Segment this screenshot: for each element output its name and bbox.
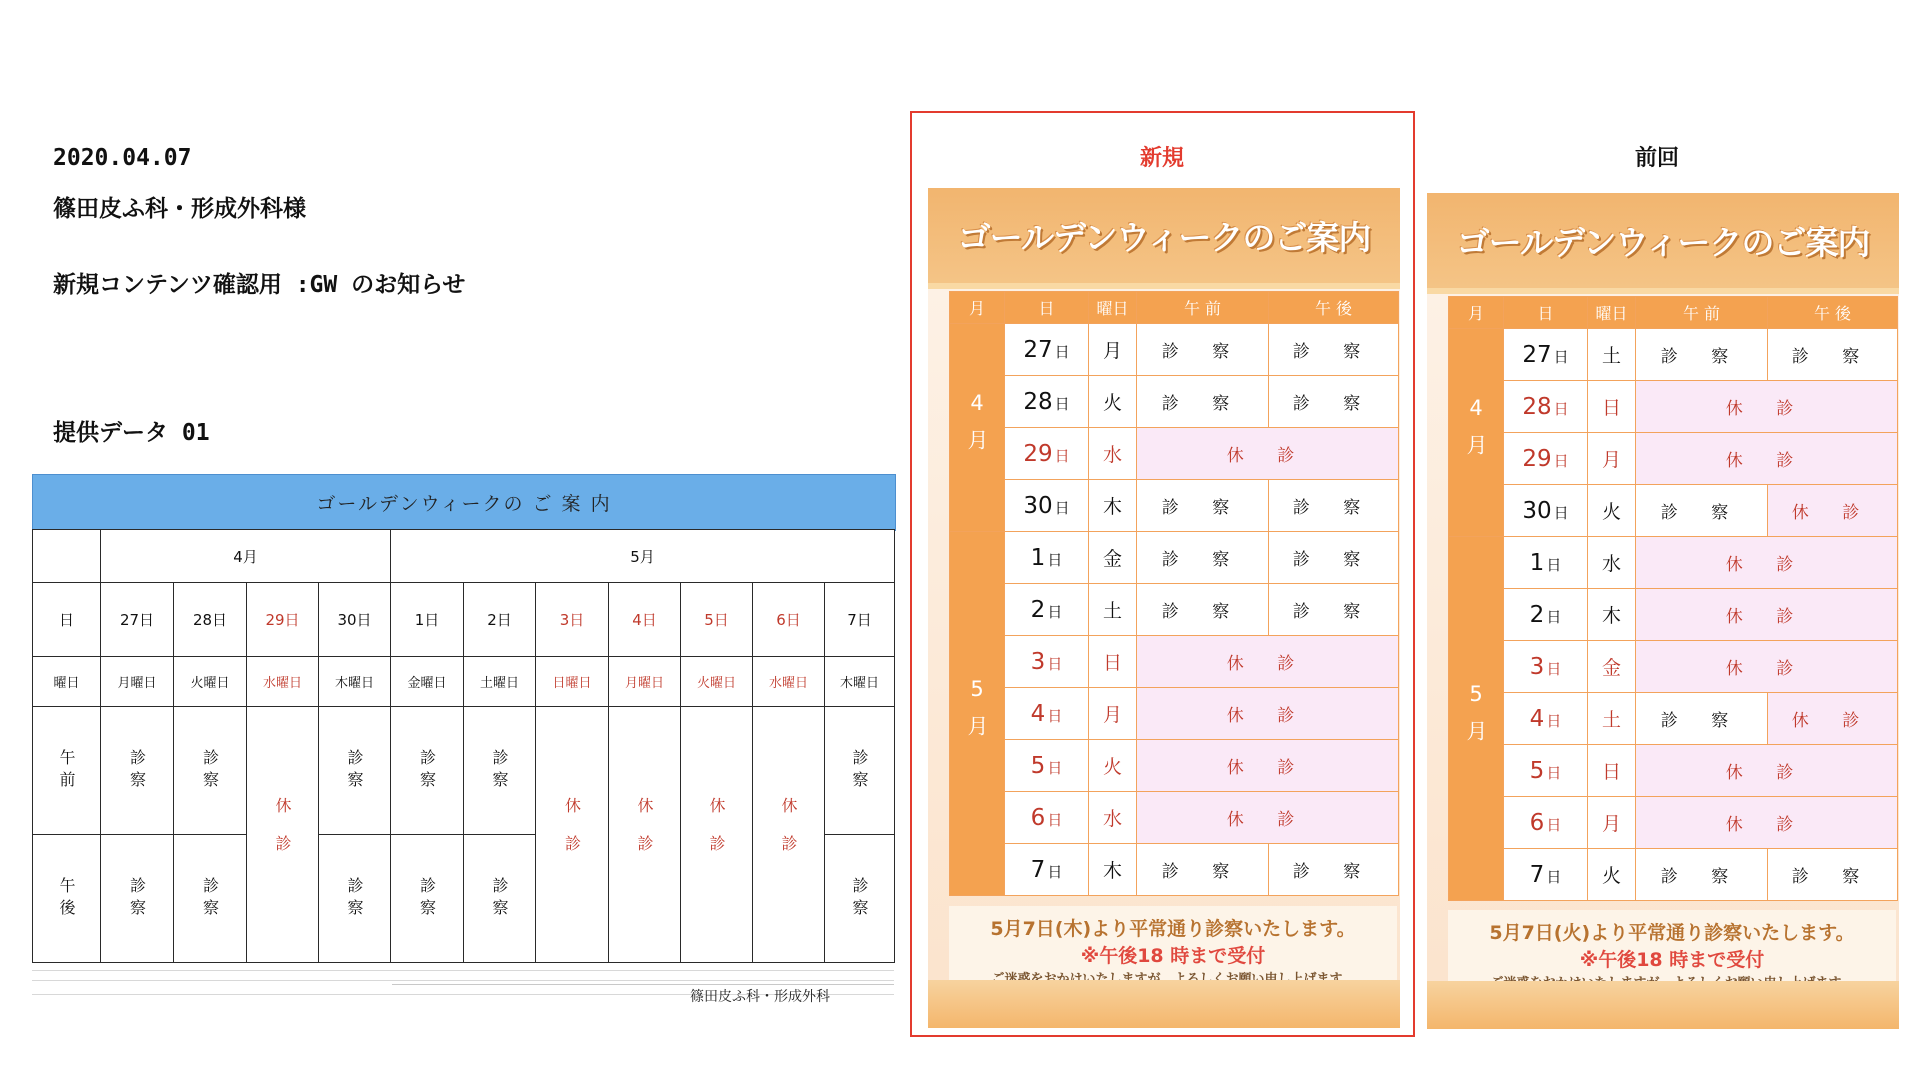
client-name: 篠田皮ふ科・形成外科様 [53,196,306,222]
day-number: 3 [1030,648,1046,675]
day-cell [1504,641,1588,693]
schedule-row [950,740,1399,792]
day-unit: 日 [1047,550,1063,569]
schedule-row [950,844,1399,896]
poster-footer-band [928,980,1400,1028]
header-day: 日 [1005,292,1089,324]
am-cell: 診 察 [1636,329,1768,381]
sheet-weekday-cell: 土曜日 [463,656,536,707]
poster-title: ゴールデンウィークのご案内 [1456,223,1870,262]
weekday-cell: 金 [1588,641,1636,693]
day-unit: 日 [1047,654,1063,673]
day-cell [1005,532,1089,584]
schedule-row [1449,745,1898,797]
weekday-cell: 火 [1588,849,1636,901]
day-unit: 日 [1553,399,1569,418]
sheet-label-am: 午前 [32,706,101,835]
schedule-row [1449,537,1898,589]
day-unit: 日 [1054,498,1070,517]
weekday-cell: 木 [1089,480,1137,532]
closed-cell: 休 診 [1636,797,1898,849]
schedule-row [1449,641,1898,693]
day-unit: 日 [1047,862,1063,881]
document-date: 2020.04.07 [53,145,192,171]
sheet-month-blank [32,529,101,583]
day-cell [1504,693,1588,745]
schedule-row [950,480,1399,532]
header-am: 午 前 [1636,297,1768,329]
weekday-cell: 火 [1089,740,1137,792]
day-number: 4 [1030,700,1046,727]
header-pm: 午 後 [1768,297,1898,329]
schedule-row [1449,849,1898,901]
pm-cell: 診 察 [1269,584,1399,636]
sheet-weekday-cell: 木曜日 [318,656,391,707]
schedule-row [950,636,1399,688]
weekday-cell: 月 [1089,324,1137,376]
day-unit: 日 [1546,867,1562,886]
sheet-pm-cell: 診察 [100,834,174,963]
poster-new [928,188,1400,1028]
sheet-pm-cell: 診察 [318,834,391,963]
day-cell [1504,589,1588,641]
day-unit: 日 [1546,815,1562,834]
pm-cell: 診 察 [1768,329,1898,381]
day-number: 1 [1030,544,1046,571]
day-cell [1005,428,1089,480]
weekday-cell: 火 [1588,485,1636,537]
month-label: 4月 [950,324,1005,532]
reception-note: ※午後18 時まで受付 [1080,945,1266,967]
day-unit: 日 [1546,763,1562,782]
schedule-row [950,324,1399,376]
day-cell [1504,433,1588,485]
pm-cell: 休 診 [1768,693,1898,745]
day-unit: 日 [1553,503,1569,522]
sheet-day-cell: 3日 [535,582,609,657]
sheet-weekday-cell: 月曜日 [608,656,681,707]
month-label: 5月 [1449,537,1504,901]
day-cell [1005,792,1089,844]
weekday-cell: 土 [1588,329,1636,381]
day-cell [1504,745,1588,797]
day-number: 28 [1522,393,1552,420]
poster-footer-band [1427,981,1899,1029]
weekday-cell: 日 [1588,745,1636,797]
day-cell [1504,381,1588,433]
header-am: 午 前 [1137,292,1269,324]
sheet-label-day: 日 [32,582,101,657]
provided-data-sheet [32,474,896,1022]
day-number: 5 [1030,752,1046,779]
sheet-am-cell: 診察 [390,706,464,835]
weekday-cell: 木 [1588,589,1636,641]
sheet-pm-cell: 診察 [824,834,895,963]
sheet-weekday-cell: 水曜日 [246,656,319,707]
month-label: 4月 [1449,329,1504,537]
schedule-table [1448,296,1898,901]
am-cell: 診 察 [1636,693,1768,745]
day-cell [1005,324,1089,376]
sheet-closed-cell: 休診 [608,706,681,963]
day-number: 5 [1529,757,1545,784]
sheet-closed-cell: 休診 [246,706,319,963]
day-cell [1005,376,1089,428]
closed-cell: 休 診 [1137,792,1399,844]
sheet-weekday-cell: 木曜日 [824,656,895,707]
header-day: 日 [1504,297,1588,329]
sheet-day-cell: 6日 [752,582,825,657]
schedule-row [1449,329,1898,381]
header-month: 月 [950,292,1005,324]
closed-cell: 休 診 [1137,428,1399,480]
day-number: 30 [1023,492,1053,519]
month-label: 5月 [950,532,1005,896]
sheet-weekday-cell: 水曜日 [752,656,825,707]
sheet-pm-cell: 診察 [463,834,536,963]
day-unit: 日 [1546,659,1562,678]
sheet-day-cell: 7日 [824,582,895,657]
day-number: 2 [1529,601,1545,628]
day-cell [1005,584,1089,636]
weekday-cell: 木 [1089,844,1137,896]
sheet-pm-cell: 診察 [390,834,464,963]
day-unit: 日 [1546,711,1562,730]
day-unit: 日 [1047,706,1063,725]
weekday-cell: 土 [1089,584,1137,636]
sheet-weekday-cell: 金曜日 [390,656,464,707]
am-cell: 診 察 [1137,584,1269,636]
sheet-label-weekday: 曜日 [32,656,101,707]
sheet-day-cell: 1日 [390,582,464,657]
sheet-pm-cell: 診察 [173,834,247,963]
sheet-day-cell: 2日 [463,582,536,657]
poster-title: ゴールデンウィークのご案内 [957,218,1371,257]
schedule-row [1449,797,1898,849]
closed-cell: 休 診 [1137,636,1399,688]
day-number: 1 [1529,549,1545,576]
closed-cell: 休 診 [1636,433,1898,485]
day-cell [1005,636,1089,688]
sheet-footer: 篠田皮ふ科・形成外科 [392,984,894,1006]
document-purpose: 新規コンテンツ確認用 :GW のお知らせ [53,272,466,298]
closed-cell: 休 診 [1636,641,1898,693]
day-unit: 日 [1047,602,1063,621]
resume-message: 5月7日(火)より平常通り診察いたします。 [1489,922,1855,944]
sheet-am-cell: 診察 [318,706,391,835]
schedule-row [950,376,1399,428]
sheet-gridline [32,980,894,981]
sheet-am-cell: 診察 [463,706,536,835]
resume-message: 5月7日(木)より平常通り診察いたします。 [990,918,1356,940]
weekday-cell: 日 [1089,636,1137,688]
sheet-day-cell: 5日 [680,582,753,657]
schedule-row [1449,693,1898,745]
day-cell [1504,485,1588,537]
schedule-table [949,291,1399,896]
weekday-cell: 月 [1588,797,1636,849]
pm-cell: 診 察 [1269,324,1399,376]
day-number: 2 [1030,596,1046,623]
sheet-closed-cell: 休診 [752,706,825,963]
am-cell: 診 察 [1636,485,1768,537]
pm-cell: 診 察 [1269,480,1399,532]
header-weekday: 曜日 [1588,297,1636,329]
pm-cell: 休 診 [1768,485,1898,537]
sheet-day-cell: 29日 [246,582,319,657]
day-unit: 日 [1054,394,1070,413]
sheet-am-cell: 診察 [173,706,247,835]
weekday-cell: 日 [1588,381,1636,433]
header-month: 月 [1449,297,1504,329]
schedule-row [1449,485,1898,537]
schedule-row [950,428,1399,480]
closed-cell: 休 診 [1137,688,1399,740]
am-cell: 診 察 [1137,532,1269,584]
schedule-row [950,584,1399,636]
day-cell [1504,329,1588,381]
pm-cell: 診 察 [1269,844,1399,896]
day-number: 29 [1023,440,1053,467]
schedule-row [950,688,1399,740]
schedule-row [1449,381,1898,433]
day-cell [1504,537,1588,589]
day-cell [1504,797,1588,849]
sheet-month-may: 5月 [390,529,895,583]
section-title: 提供データ 01 [53,420,210,446]
am-cell: 診 察 [1636,849,1768,901]
sheet-month-april: 4月 [100,529,391,583]
day-unit: 日 [1054,446,1070,465]
weekday-cell: 火 [1089,376,1137,428]
day-number: 6 [1529,809,1545,836]
sheet-day-cell: 28日 [173,582,247,657]
day-cell [1005,740,1089,792]
schedule-row [950,792,1399,844]
sheet-title-banner: ゴールデンウィークの ご 案 内 [32,474,896,531]
am-cell: 診 察 [1137,480,1269,532]
am-cell: 診 察 [1137,324,1269,376]
sheet-weekday-cell: 月曜日 [100,656,174,707]
sheet-am-cell: 診察 [100,706,174,835]
day-unit: 日 [1047,810,1063,829]
day-unit: 日 [1047,758,1063,777]
weekday-cell: 水 [1089,428,1137,480]
day-number: 27 [1023,336,1053,363]
sheet-closed-cell: 休診 [535,706,609,963]
sheet-day-cell: 30日 [318,582,391,657]
schedule-row [1449,589,1898,641]
day-unit: 日 [1553,451,1569,470]
day-number: 4 [1529,705,1545,732]
pm-cell: 診 察 [1768,849,1898,901]
weekday-cell: 金 [1089,532,1137,584]
day-number: 3 [1529,653,1545,680]
weekday-cell: 月 [1588,433,1636,485]
label-previous: 前回 [1634,146,1679,171]
day-unit: 日 [1546,607,1562,626]
weekday-cell: 水 [1588,537,1636,589]
sheet-weekday-cell: 日曜日 [535,656,609,707]
closed-cell: 休 診 [1636,745,1898,797]
day-unit: 日 [1553,347,1569,366]
sheet-day-cell: 4日 [608,582,681,657]
sheet-gridline [32,970,894,971]
day-number: 7 [1030,856,1046,883]
header-weekday: 曜日 [1089,292,1137,324]
pm-cell: 診 察 [1269,376,1399,428]
day-number: 28 [1023,388,1053,415]
pm-cell: 診 察 [1269,532,1399,584]
sheet-label-pm: 午後 [32,834,101,963]
schedule-row [950,532,1399,584]
weekday-cell: 土 [1588,693,1636,745]
closed-cell: 休 診 [1636,381,1898,433]
sheet-weekday-cell: 火曜日 [173,656,247,707]
weekday-cell: 水 [1089,792,1137,844]
reception-note: ※午後18 時まで受付 [1579,949,1765,971]
weekday-cell: 月 [1089,688,1137,740]
day-unit: 日 [1054,342,1070,361]
header-pm: 午 後 [1269,292,1399,324]
day-number: 27 [1522,341,1552,368]
closed-cell: 休 診 [1137,740,1399,792]
day-number: 30 [1522,497,1552,524]
day-number: 29 [1522,445,1552,472]
schedule-row [1449,433,1898,485]
sheet-closed-cell: 休診 [680,706,753,963]
am-cell: 診 察 [1137,376,1269,428]
label-new: 新規 [1139,146,1184,171]
day-cell [1005,844,1089,896]
day-number: 7 [1529,861,1545,888]
sheet-day-cell: 27日 [100,582,174,657]
day-unit: 日 [1546,555,1562,574]
poster-previous [1427,193,1899,1029]
day-cell [1504,849,1588,901]
day-number: 6 [1030,804,1046,831]
closed-cell: 休 診 [1636,537,1898,589]
closed-cell: 休 診 [1636,589,1898,641]
sheet-weekday-cell: 火曜日 [680,656,753,707]
day-cell [1005,480,1089,532]
am-cell: 診 察 [1137,844,1269,896]
sheet-am-cell: 診察 [824,706,895,835]
day-cell [1005,688,1089,740]
